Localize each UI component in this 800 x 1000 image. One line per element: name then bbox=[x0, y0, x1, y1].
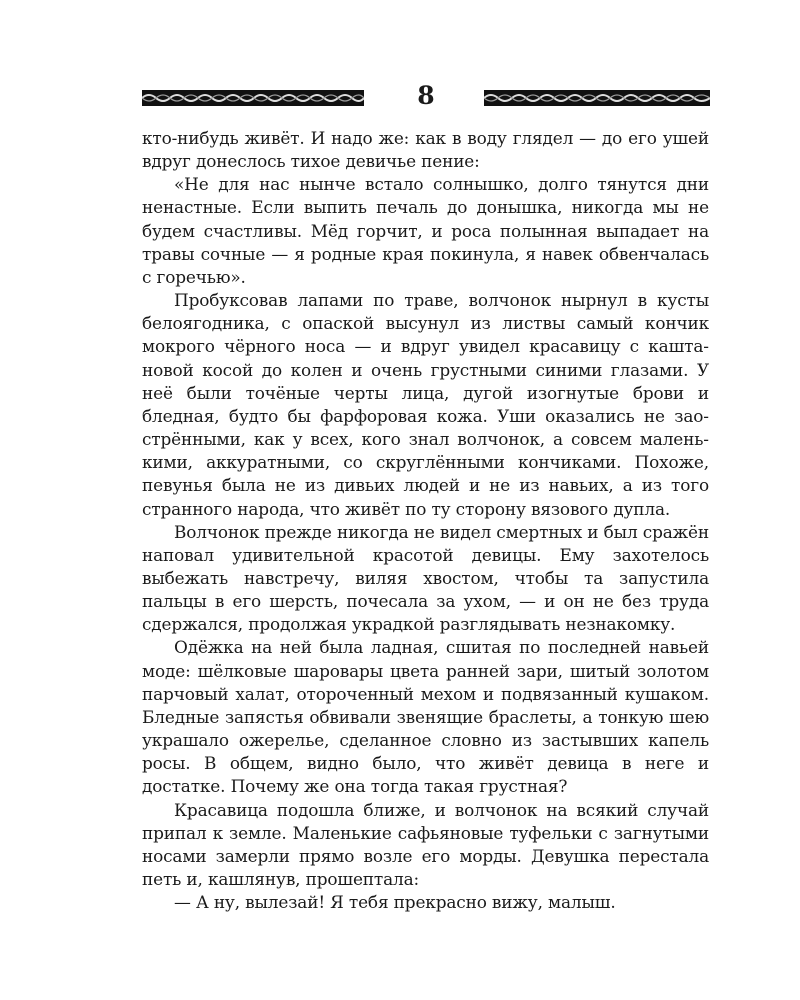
paragraph-clothing: Одёжка на ней была ладная, сшитая по последней навьей моде: шёлковые шаровары цвета ранней зари, шитый золотом парчовый халат, отороченный мехом и подвязанный кушаком. Бледные запястья обвивали звенящие браслеты, а тонкую шею украшало ожерелье, сделанное словно из застывших капель росы. В общем, видно было, что живёт девица в неге и достатке. Почему же она тогда такая грустная? bbox=[142, 637, 709, 797]
paragraph-description: Пробуксовав лапами по траве, волчонок нырнул в кусты белоягодника, с опаской высунул из листвы самый кончик мокрого чёрного носа — и вдруг увидел красавицу с каштановой косой до колен и очень грустными синими глазами. У неё были точёные черты лица, дугой изогнутые брови и бледная, будто бы фарфоровая кожа. Уши оказались не заострёнными, как у всех, кого знал волчонок, а совсем маленькими, аккуратными, со скруглёнными кончиками. Похоже, певунья была не из дивьих людей и не из навьих, а из того странного народа, что живёт по ту сторону вязового дупла. bbox=[142, 290, 709, 519]
body-text bbox=[142, 127, 709, 914]
paragraph-approach: Красавица подошла ближе, и волчонок на всякий случай припал к земле. Маленькие сафьяновые туфельки с загнутыми носами замерли прямо возле его морды. Девушка перестала петь и, кашлянув, прошептала: bbox=[142, 799, 709, 889]
paragraph-song: «Не для нас нынче встало солнышко, долго тянутся дни ненастные. Если выпить печаль до донышка, никогда мы не будем счастливы. Мёд горчит, и роса полынная выпадает на травы сочные — я родные края покинула, я навек обвенчалась с горечью». bbox=[142, 174, 709, 287]
page-number: 8 bbox=[417, 81, 435, 110]
ornament-left-icon bbox=[142, 90, 364, 106]
paragraph-wolf-cub: Волчонок прежде никогда не видел смертных и был сражён наповал удивительной красотой девицы. Ему захотелось выбежать навстречу, виляя хвостом, чтобы та запустила пальцы в его шерсть, почесала за ухом, — и он не без труда сдержался, продолжая украдкой разглядывать незнакомку. bbox=[142, 521, 709, 635]
page-header bbox=[142, 81, 710, 110]
paragraph-dialogue: — А ну, вылезай! Я тебя прекрасно вижу, малыш. bbox=[174, 892, 616, 913]
ornament-right-icon bbox=[484, 90, 710, 106]
paragraph-continuation: кто-нибудь живёт. И надо же: как в воду глядел — до его ушей вдруг донеслось тихое девичье пение: bbox=[142, 128, 709, 172]
